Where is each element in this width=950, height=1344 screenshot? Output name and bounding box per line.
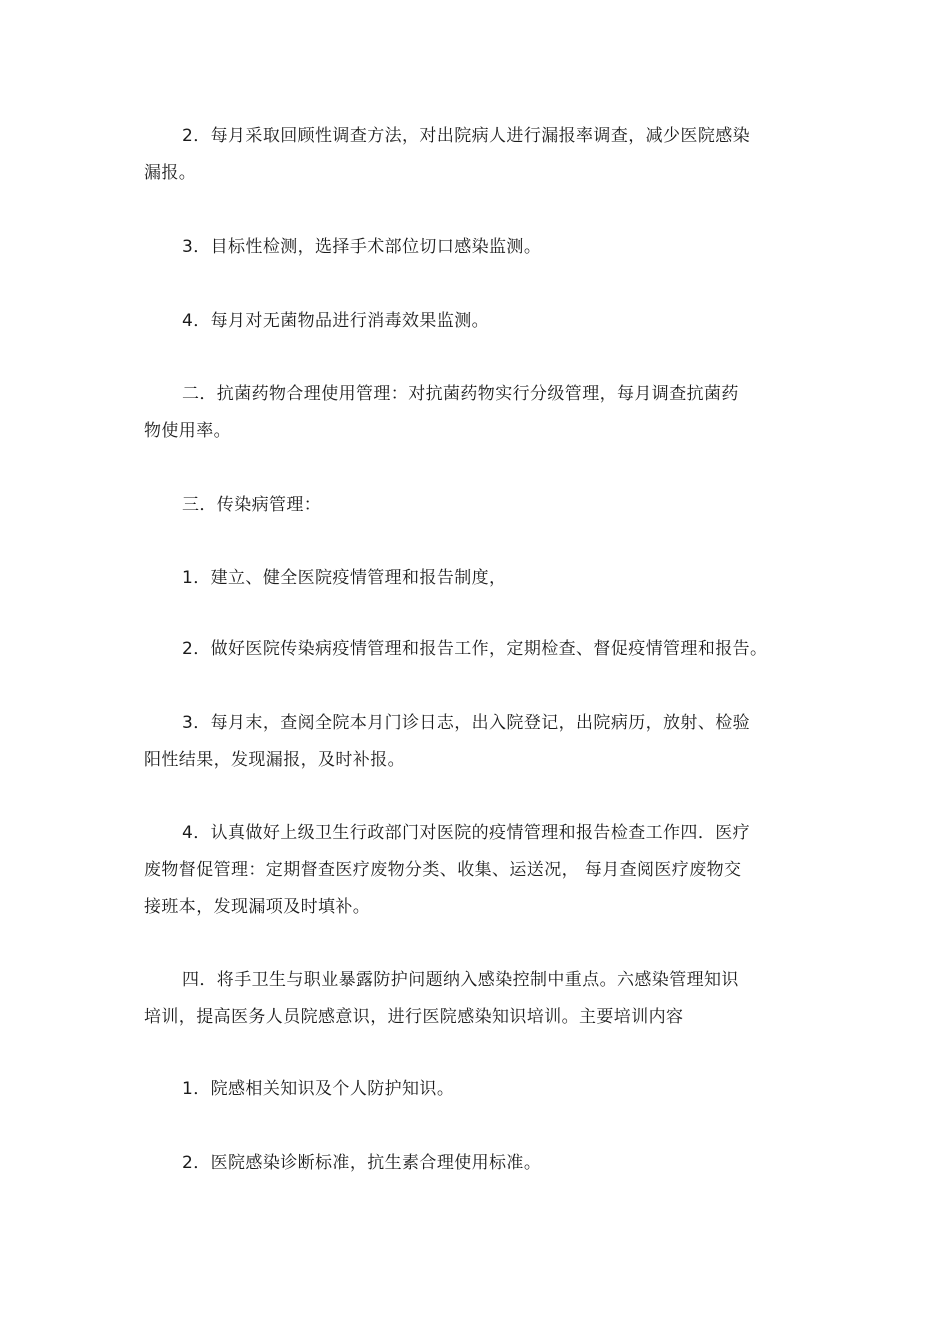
- text-line: 3．目标性检测，选择手术部位切口感染监测。: [182, 237, 542, 257]
- text-line: 接班本，发现漏项及时填补。: [144, 897, 371, 917]
- text-line: 培训，提高医务人员院感意识，进行医院感染知识培训。主要培训内容: [144, 1007, 684, 1027]
- paragraph-section-4-hand-hygiene: [144, 962, 814, 1036]
- text-line: 2．做好医院传染病疫情管理和报告工作，定期检查、督促疫情管理和报告。: [182, 639, 768, 659]
- text-line: 漏报。: [144, 163, 197, 183]
- text-line: 阳性结果，发现漏报，及时补报。: [144, 750, 405, 770]
- paragraph-training-item-2: [144, 1145, 814, 1182]
- text-line: 1．院感相关知识及个人防护知识。: [182, 1079, 455, 1099]
- text-line: 三．传染病管理：: [182, 495, 322, 515]
- paragraph-section-3-heading: [144, 487, 814, 524]
- text-line: 废物督促管理：定期督查医疗废物分类、收集、运送况， 每月查阅医疗废物交: [144, 860, 742, 880]
- paragraph-infection-item-4: [144, 815, 814, 926]
- text-line: 四．将手卫生与职业暴露防护问题纳入感染控制中重点。六感染管理知识: [182, 970, 739, 990]
- text-line: 二．抗菌药物合理使用管理：对抗菌药物实行分级管理，每月调查抗菌药: [182, 384, 739, 404]
- text-line: 3．每月末，查阅全院本月门诊日志，出入院登记，出院病历，放射、检验: [182, 713, 751, 733]
- paragraph-training-item-1: [144, 1071, 814, 1108]
- text-line: 4．认真做好上级卫生行政部门对医院的疫情管理和报告检查工作四．医疗: [182, 823, 751, 843]
- text-line: 2．医院感染诊断标准，抗生素合理使用标准。: [182, 1153, 542, 1173]
- paragraph-section-2-antibiotics: [144, 376, 814, 450]
- paragraph-infection-item-2: [144, 631, 814, 668]
- paragraph-surveillance-item-3: [144, 229, 814, 266]
- paragraph-infection-item-3: [144, 705, 814, 779]
- text-line: 物使用率。: [144, 421, 231, 441]
- paragraph-surveillance-item-2: [144, 118, 814, 192]
- paragraph-infection-item-1: [144, 560, 814, 597]
- text-line: 1．建立、健全医院疫情管理和报告制度，: [182, 568, 507, 588]
- text-line: 2．每月采取回顾性调查方法，对出院病人进行漏报率调查，减少医院感染: [182, 126, 751, 146]
- paragraph-surveillance-item-4: [144, 303, 814, 340]
- text-line: 4．每月对无菌物品进行消毒效果监测。: [182, 311, 490, 331]
